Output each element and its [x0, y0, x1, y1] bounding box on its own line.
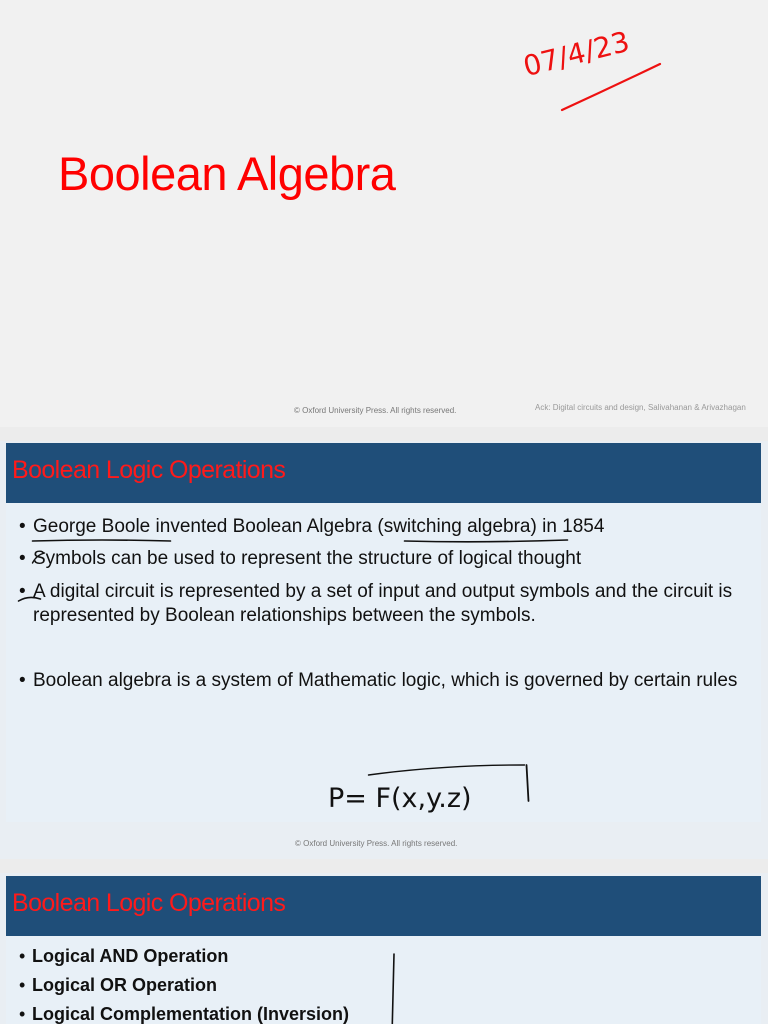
- bullet-text: Symbols can be used to represent the structure of logical thought: [33, 548, 582, 569]
- acknowledgement-note: Ack: Digital circuits and design, Salivahanan & Arivazhagan: [535, 403, 746, 412]
- bullet-dot: •: [19, 548, 26, 569]
- bullet-dot: •: [19, 975, 26, 995]
- slide-body: [6, 936, 761, 1024]
- bullet-item: [19, 580, 754, 628]
- slide-body: [6, 503, 761, 822]
- ink-annotations: [6, 936, 761, 1024]
- bullet-text: A digital circuit is represented by a set of input and output symbols and the circuit is represented by Boolean relationships between the symbols.: [33, 581, 733, 626]
- slide-title-boolean-algebra: [0, 0, 768, 427]
- bullet-dot: •: [19, 1004, 26, 1024]
- underline-ink: [405, 540, 568, 542]
- slide-boolean-logic-operations-list: [0, 873, 768, 1024]
- bullet-text: Boolean algebra is a system of Mathematic logic, which is governed by certain rules: [33, 670, 738, 691]
- operation-label: Logical AND Operation: [32, 946, 229, 966]
- bar-ink: [527, 765, 529, 801]
- slide-header-title: Boolean Logic Operations: [12, 889, 286, 917]
- operation-label: Logical Complementation (Inversion): [32, 1004, 350, 1024]
- underline-ink: [33, 540, 171, 541]
- bullet-dot: •: [19, 946, 26, 966]
- bullet-dot: •: [19, 516, 26, 537]
- overline-ink: [369, 765, 525, 775]
- slide-header-bar: [6, 443, 761, 503]
- bar-ink: [392, 954, 394, 1024]
- bullet-item: [19, 547, 754, 571]
- operation-label: Logical OR Operation: [32, 975, 218, 995]
- copyright-note: © Oxford University Press. All rights reserved.: [294, 406, 457, 415]
- slide-header-bar: [6, 876, 761, 936]
- bullet-item: [19, 515, 754, 539]
- copyright-note: © Oxford University Press. All rights reserved.: [295, 839, 458, 848]
- slide-boolean-logic-intro: [0, 441, 768, 859]
- bullet-dot: •: [19, 581, 26, 602]
- slide-header-title: Boolean Logic Operations: [12, 456, 286, 484]
- slide-title: Boolean Algebra: [58, 147, 396, 200]
- bullet-item: [19, 669, 754, 693]
- handwritten-date: 07/4/23: [520, 24, 633, 84]
- bullet-dot: •: [19, 670, 26, 691]
- date-underline-ink: [520, 48, 670, 120]
- bullet-text: George Boole invented Boolean Algebra (switching algebra) in 1854: [33, 516, 605, 537]
- handwritten-formula: P= F(x,y.z): [328, 783, 472, 814]
